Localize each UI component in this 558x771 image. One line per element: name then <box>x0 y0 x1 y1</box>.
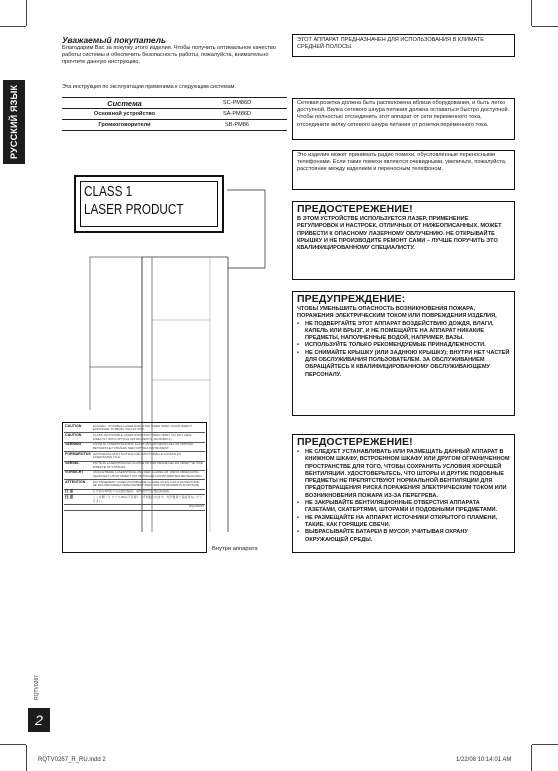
list-item: • НЕ ПОДВЕРГАЙТЕ ЭТОТ АППАРАТ ВОЗДЕЙСТВИЮ ДОЖДЯ, ВЛАГИ, КАПЕЛЬ ИЛИ БРЫЗГ, И НЕ ПОМЕЩАЙТЕ НА АППАРАТ НИКАКИЕ ПРЕДМЕТЫ, НАПОЛНЕННЫЕ ВОДОЙ, НАПРИМЕР, ВАЗЫ. <box>297 321 512 343</box>
table-row <box>64 480 205 489</box>
system-name: Громкоговорители <box>62 120 187 131</box>
caution-text: 打开时有1M类不可见激光辐射。请勿用光学仪器直接观看。 <box>92 489 205 495</box>
crop-mark <box>531 0 532 26</box>
caution-key: VARNING <box>64 442 92 451</box>
caution-text: UNSICHTBARE LASERSTRAHLUNG DER KLASSE 1M, WENN ABDECKUNG GEÖFFNET. NICHT DIREKT MIT OPTISCHEN INSTRUMENTEN BETRACHTEN. <box>92 470 205 479</box>
system-intro: Эта инструкция по эксплуатации применима к следующим системам. <box>62 84 236 90</box>
list-item: • НЕ ЗАКРЫВАЙТЕ ВЕНТИЛЯЦИОННЫЕ ОТВЕРСТИЯ АППАРАТА ГАЗЕТАМИ, СКАТЕРТЯМИ, ШТОРАМИ И ПОДОБНЫМИ ПРЕДМЕТАМИ. <box>297 500 512 515</box>
caution-text: USYNLIG LASERSTRÅLING KLASSE 1M NÅR DENNE DEL ER ÅBNET. SE IKKE DIREKTE PÅ STRÅLEN. <box>92 461 204 469</box>
list-item: • НЕ СНИМАЙТЕ КРЫШКУ (ИЛИ ЗАДНЮЮ КРЫШКУ); ВНУТРИ НЕТ ЧАСТЕЙ ДЛЯ ОБСЛУЖИВАНИЯ ПОЛЬЗОВАТЕЛЕМ. ЗА ОБСЛУЖИВАНИЕМ ОБРАЩАЙТЕСЬ К КВАЛИФИЦИРОВАННОМУ ОБСЛУЖИВАЮЩЕМУ ПЕРСОНАЛУ. <box>297 350 512 379</box>
crop-mark <box>0 26 26 27</box>
list-item: • ИСПОЛЬЗУЙТЕ ТОЛЬКО РЕКОМЕНДУЕМЫЕ ПРИНАДЛЕЖНОСТИ. <box>297 342 512 349</box>
caution-text: DANGER - INVISIBLE LASER RADIATION WHEN OPEN. AVOID DIRECT EXPOSURE TO BEAM. (FDA 21 CFR) <box>92 424 205 433</box>
caution-key: 注 意 <box>64 495 92 504</box>
greeting-text: Благодарим Вас за покупку этого изделия. Чтобы получить оптимальное качество работы системы и обеспечить безопасность работы, пожалуйста, внимательно прочтите данную инструкцию. <box>62 45 276 66</box>
laser-caution-title: ПРЕДОСТЕРЕЖЕНИЕ! <box>297 203 413 215</box>
table-row <box>62 98 287 109</box>
table-row <box>64 461 205 470</box>
table-row <box>62 120 287 131</box>
system-table <box>62 97 287 131</box>
warning-intro: ЧТОБЫ УМЕНЬШИТЬ ОПАСНОСТЬ ВОЗНИКНОВЕНИЯ ПОЖАРА, ПОРАЖЕНИЯ ЭЛЕКТРИЧЕСКИМ ТОКОМ ИЛИ ПОВРЕЖДЕНИЯ ИЗДЕЛИЯ, <box>297 306 497 320</box>
caution-text: OSYNLIG LASERSTRÅLNING KLASS 1M NÄR DENNA DEL ÄR ÖPPNAD. BETRAKTA EJ STRÅLEN MED OPTISKA INSTRUMENT. <box>92 442 205 451</box>
table-row <box>62 109 287 120</box>
caution-key: 注 意 <box>64 489 92 495</box>
list-item: • НЕ СЛЕДУЕТ УСТАНАВЛИВАТЬ ИЛИ РАЗМЕЩАТЬ ДАННЫЙ АППАРАТ В КНИЖНОМ ШКАФУ, ВСТРОЕННОМ ШКАФУ ИЛИ ДРУГОМ ОГРАНИЧЕННОМ ПРОСТРАНСТВЕ ДЛЯ ТОГО, ЧТОБЫ СОХРАНИТЬ УСЛОВИЯ ХОРОШЕЙ ВЕНТИЛЯЦИИ. УДОСТОВЕРЬТЕСЬ, ЧТО ШТОРЫ И ДРУГИЕ ПОДОБНЫЕ ПРЕДМЕТЫ НЕ ПРЕПЯТСТВУЮТ НОРМАЛЬНОЙ ВЕНТИЛЯЦИИ ДЛЯ ПРЕДОТВРАЩЕНИЯ РИСКА ПОРАЖЕНИЯ ЭЛЕКТРИЧЕСКИМ ТОКОМ ИЛИ ВОЗНИКНОВЕНИЯ ПОЖАРА ИЗ-ЗА ПЕРЕГРЕВА. <box>297 449 512 500</box>
system-model: SC-PM86D <box>187 98 287 109</box>
caution-text: AVATTAESSA OLET ALTTIINA NÄKYMÄTTÖMÄLLE LUOKAN 1M LASERSÄTEILYLLE. <box>92 452 205 461</box>
crop-mark <box>531 745 532 771</box>
footer-file: RQTV0267_R_RU.indd 2 <box>38 757 106 763</box>
caution-text: ここを開くと クラス1Mの不可視レーザ放射が出ます。光学器具で直接見ないでください。 <box>92 495 205 504</box>
warning-content <box>297 306 512 379</box>
crop-mark <box>532 26 558 27</box>
table-row <box>64 442 205 451</box>
climate-notice-text: ЭТОТ АППАРАТ ПРЕДНАЗНАЧЕН ДЛЯ ИСПОЛЬЗОВАНИЯ В КЛИМАТЕ СРЕДНЕЙ ПОЛОСЫ. <box>297 37 484 51</box>
list-item: • НЕ РАЗМЕЩАЙТЕ НА АППАРАТ ИСТОЧНИКИ ОТКРЫТОГО ПЛАМЕНИ, ТАКИЕ, КАК ГОРЯЩИЕ СВЕЧИ. <box>297 515 512 530</box>
caution-key: VARSEL <box>64 461 92 470</box>
greeting-title: Уважаемый покупатель <box>62 35 167 45</box>
system-name: Система <box>62 98 187 109</box>
caution-key: VORSICHT <box>64 470 92 479</box>
system-name: Основной устройство <box>62 109 187 120</box>
phone-notice-text: Это изделие может принимать радио помехи, обусловленные переносными телефонами. Если такие помехи являются очевидными, увеличьте, пожалуйста, расстояние между изделием и переносным телефоном. <box>297 152 507 173</box>
warning-title: ПРЕДУПРЕЖДЕНИЕ: <box>297 293 406 305</box>
document-code: RQTV0267 <box>34 674 40 700</box>
laser-product-text: LASER PRODUCT <box>84 201 184 218</box>
crop-mark <box>26 0 27 26</box>
caution-key: CAUTION <box>64 433 92 442</box>
laser-class-text: CLASS 1 <box>84 183 133 200</box>
table-row <box>64 433 205 442</box>
footer-date: 1/22/08 10:14:01 AM <box>456 757 512 763</box>
caution-text: RAYONNEMENT LASER INVISIBLE DE CLASSE 1M EN CAS D'OUVERTURE. NE PAS REGARDER DIRECTEMENT AVEC DES INSTRUMENTS D'OPTIQUE. <box>92 480 205 489</box>
caution-key: CAUTION <box>64 424 92 433</box>
page-number: 2 <box>28 708 50 732</box>
table-row <box>64 495 205 504</box>
warning-list <box>297 321 512 379</box>
ventilation-caution-content <box>297 449 512 544</box>
table-row <box>64 504 205 510</box>
caution-key: ATTENTION <box>64 480 92 489</box>
device-back-panel <box>90 257 142 367</box>
system-model: SA-PM86D <box>187 109 287 120</box>
caution-text: CLASS 1M INVISIBLE LASER RADIATION WHEN OPEN. DO NOT VIEW DIRECTLY WITH OPTICAL INSTRUMENTS. (IEC60825-1) <box>92 433 205 442</box>
ventilation-caution-title: ПРЕДОСТЕРЕЖЕНИЕ! <box>297 436 413 448</box>
ventilation-caution-list <box>297 449 512 544</box>
table-row <box>64 452 205 461</box>
caution-label <box>64 424 205 511</box>
crop-mark <box>26 745 27 771</box>
crop-mark <box>532 744 558 745</box>
language-tab-label: РУССКИЙ ЯЗЫК <box>9 84 19 160</box>
inside-unit-caption: Внутри аппарата <box>212 546 258 552</box>
table-row <box>64 424 205 433</box>
laser-caution-text: В ЭТОМ УСТРОЙСТВЕ ИСПОЛЬЗУЕТСЯ ЛАЗЕР. ПРИМЕНЕНИЕ РЕГУЛИРОВОК И НАСТРОЕК, ОТЛИЧНЫХ ОТ НИЖЕОПИСАННЫХ, МОЖЕТ ПРИВЕСТИ К ОПАСНОМУ ЛАЗЕРНОМУ ОБЛУЧЕНИЮ. НЕ ОТКРЫВАЙТЕ КРЫШКУ И НЕ ПРОИЗВОДИТЕ РЕМОНТ САМИ – ЛУЧШЕ ПОРУЧИТЬ ЭТО КВАЛИФИЦИРОВАННОМУ СПЕЦИАЛИСТУ. <box>297 216 502 252</box>
crop-mark <box>0 744 26 745</box>
system-model: SB-PM86 <box>187 120 287 131</box>
caution-code: RQLS0233 <box>92 504 205 510</box>
list-item: • ВЫБРАСЫВАЙТЕ БАТАРЕИ В МУСОР, УЧИТЫВАЯ ОХРАНУ ОКРУЖАЮЩЕЙ СРЕДЫ. <box>297 529 512 544</box>
callout-line <box>227 190 265 268</box>
caution-key: FORMAROTUS <box>64 452 92 461</box>
table-row <box>64 470 205 479</box>
outlet-notice-text: Сетевая розетка должна быть расположена вблизи оборудования, и быть легко доступной. Вилка сетевого шнура питания должна оставаться быстро доступной. Чтобы полностью отсоединить этот аппарат от сети переменного тока, отсоедините вилку сетевого шнура питания от розетки переменного тока. <box>297 100 510 128</box>
